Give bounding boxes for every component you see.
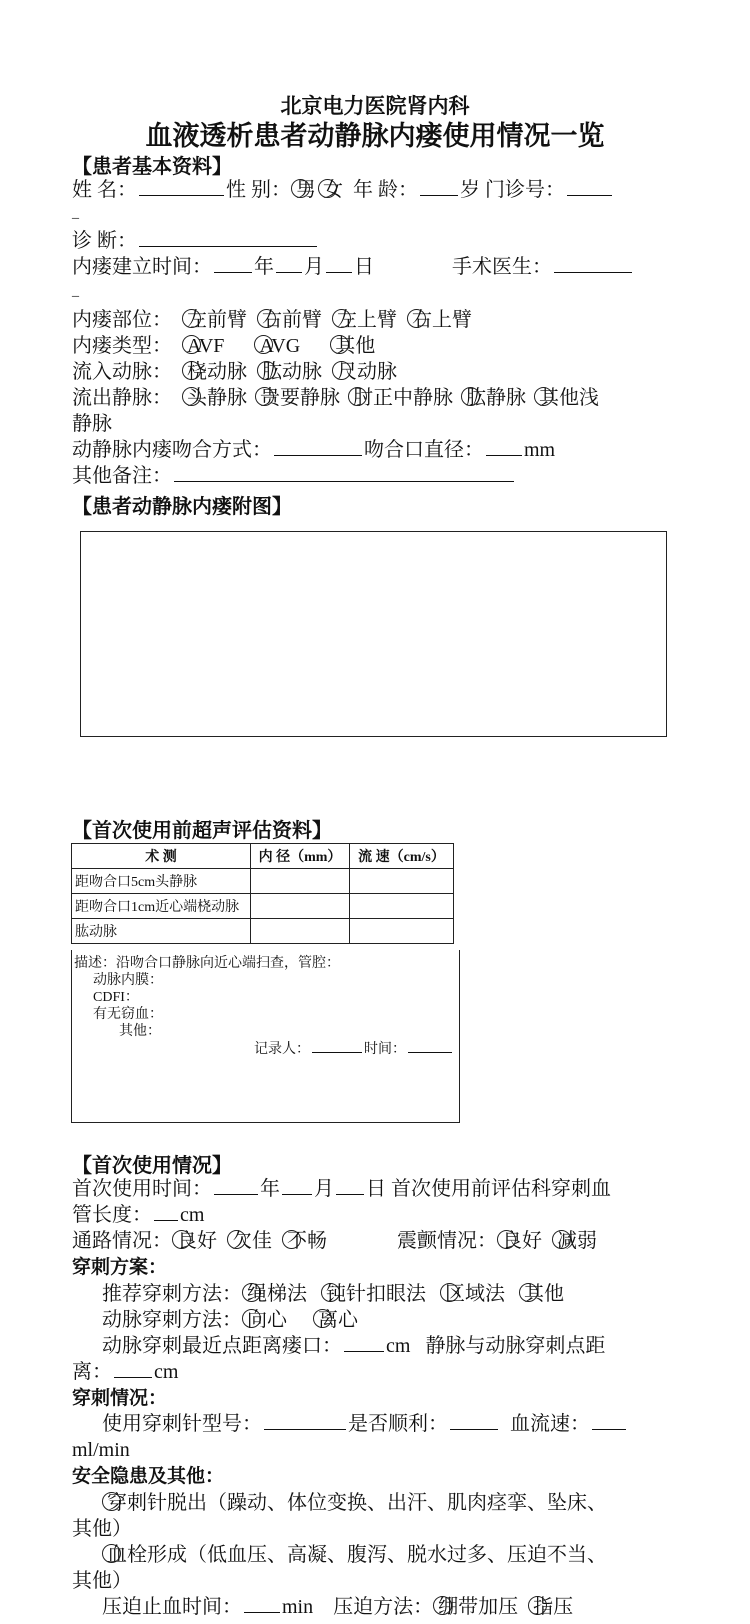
row-diagnosis bbox=[72, 228, 692, 254]
section-ultrasound: 【首次使用前超声评估资料】 bbox=[72, 818, 332, 842]
distance-between-label: 静脉与动脉穿刺点距 bbox=[425, 1335, 606, 1357]
table-row bbox=[72, 894, 454, 919]
artery-method-option[interactable]: 离心 bbox=[313, 1307, 358, 1333]
diameter-cell[interactable] bbox=[251, 894, 350, 919]
compress-option[interactable]: 绷带加压 bbox=[433, 1594, 518, 1620]
wrap-dash: _ bbox=[72, 284, 79, 299]
risk-needle-out[interactable]: 穿刺针脱出（躁动、体位变换、出汗、肌肉痉挛、坠床、 bbox=[72, 1490, 722, 1516]
type-option-other[interactable]: 其他 bbox=[330, 333, 375, 359]
site-option[interactable]: 左上臂 bbox=[332, 307, 397, 333]
row-fistula-date: 内瘘建立时间： 年 月 日 手术医生： bbox=[72, 254, 692, 280]
row-compression bbox=[72, 1594, 722, 1620]
desc-item: 动脉内膜： bbox=[93, 973, 163, 988]
outflow-wrap-text: 静脉 bbox=[72, 413, 112, 435]
thrill-label: 震颤情况： bbox=[397, 1230, 497, 1252]
diameter-cell[interactable] bbox=[251, 919, 350, 944]
distance-label: 动脉穿刺最近点距离瘘口： bbox=[102, 1335, 342, 1357]
row-access-thrill bbox=[72, 1228, 692, 1254]
row-artery-method bbox=[72, 1307, 722, 1333]
header-diameter: 内 径（mm） bbox=[251, 844, 350, 869]
access-label: 通路情况： bbox=[72, 1230, 172, 1252]
compress-time-field[interactable] bbox=[244, 1594, 280, 1613]
method-label: 推荐穿刺方法： bbox=[102, 1283, 242, 1305]
diameter-label: 吻合口直径： bbox=[364, 439, 484, 461]
section-first-use: 【首次使用情况】 bbox=[72, 1153, 232, 1177]
section-figure: 【患者动静脉内瘘附图】 bbox=[72, 494, 292, 518]
desc-item: 其他： bbox=[119, 1024, 161, 1039]
needle-length-label: 管长度： bbox=[72, 1204, 152, 1226]
thrill-option[interactable]: 减弱 bbox=[552, 1228, 597, 1254]
type-option-avg[interactable]: AVG bbox=[254, 333, 300, 359]
desc-item: CDFI： bbox=[93, 990, 139, 1005]
row-distance-wrap: 离： cm bbox=[72, 1361, 179, 1383]
smooth-label: 是否顺利： bbox=[348, 1413, 448, 1435]
outflow-label: 流出静脉： bbox=[72, 387, 172, 409]
risk1-wrap: 其他） bbox=[72, 1518, 132, 1540]
row-anastomosis bbox=[72, 437, 692, 463]
velocity-cell[interactable] bbox=[350, 869, 454, 894]
velocity-cell[interactable] bbox=[350, 919, 454, 944]
row-distance: 动脉穿刺最近点距离瘘口： cm 静脉与动脉穿刺点距 bbox=[102, 1335, 606, 1357]
inflow-option[interactable]: 桡动脉 bbox=[182, 359, 247, 385]
outflow-option[interactable]: 其他浅 bbox=[534, 385, 599, 411]
section-basic-info: 【患者基本资料】 bbox=[72, 154, 232, 178]
row-label: 肱动脉 bbox=[72, 919, 251, 944]
needle-length-text: 首次使用前评估科穿刺血 bbox=[391, 1178, 611, 1200]
between-distance-field[interactable] bbox=[114, 1359, 152, 1378]
smooth-field[interactable] bbox=[450, 1411, 498, 1430]
form-title: 血液透析患者动静脉内瘘使用情况一览 bbox=[145, 121, 605, 152]
outflow-option[interactable]: 贵要静脉 bbox=[255, 385, 340, 411]
needle-model-field[interactable] bbox=[264, 1411, 346, 1430]
ultrasound-description-box[interactable] bbox=[71, 950, 460, 1123]
recorder-line bbox=[254, 1038, 454, 1058]
diameter-unit: mm bbox=[524, 439, 556, 461]
outflow-option[interactable]: 肱静脉 bbox=[461, 385, 526, 411]
row-name-sex-age bbox=[72, 177, 692, 203]
year-field[interactable] bbox=[214, 254, 252, 273]
access-option[interactable]: 欠佳 bbox=[227, 1228, 272, 1254]
recorder-label: 记录人： bbox=[254, 1042, 310, 1057]
age-field[interactable] bbox=[420, 177, 458, 196]
diameter-cell[interactable] bbox=[251, 869, 350, 894]
diagnosis-field[interactable] bbox=[139, 228, 317, 247]
compress-option[interactable]: 指压 bbox=[528, 1594, 573, 1620]
sex-option-female[interactable]: 女 bbox=[318, 177, 343, 203]
hospital-name: 北京电力医院肾内科 bbox=[280, 94, 470, 118]
header-velocity: 流 速（cm/s） bbox=[350, 844, 454, 869]
thrill-option[interactable]: 良好 bbox=[497, 1228, 542, 1254]
age-unit: 岁 bbox=[460, 179, 480, 201]
row-label: 距吻合口5cm头静脉 bbox=[72, 869, 251, 894]
artery-method-option[interactable]: 向心 bbox=[242, 1307, 287, 1333]
method-option[interactable]: 钝针扣眼法 bbox=[321, 1281, 426, 1307]
row-needle-length bbox=[72, 1202, 692, 1228]
row-puncture-method bbox=[72, 1281, 722, 1307]
unit-cm: cm bbox=[180, 1204, 205, 1226]
anastomosis-label: 动静脉内瘘吻合方式： bbox=[72, 439, 272, 461]
flow-field[interactable] bbox=[592, 1411, 626, 1430]
name-field[interactable] bbox=[139, 177, 224, 196]
plan-title: 穿刺方案： bbox=[72, 1256, 168, 1278]
inflow-option[interactable]: 尺动脉 bbox=[332, 359, 397, 385]
artery-method-label: 动脉穿刺方法： bbox=[102, 1309, 242, 1331]
remarks-label: 其他备注： bbox=[72, 465, 172, 487]
access-option[interactable]: 良好 bbox=[172, 1228, 217, 1254]
flow-unit: ml/min bbox=[72, 1439, 130, 1461]
anastomosis-field[interactable] bbox=[274, 437, 362, 456]
type-option-avf[interactable]: AVF bbox=[182, 333, 224, 359]
method-option[interactable]: 绳梯法 bbox=[242, 1281, 307, 1307]
row-fistula-site bbox=[72, 307, 692, 333]
name-label: 姓 名： bbox=[72, 179, 137, 201]
diameter-field[interactable] bbox=[486, 437, 522, 456]
flow-label: 血流速： bbox=[510, 1413, 590, 1435]
recorder-field[interactable] bbox=[312, 1040, 362, 1053]
outflow-option[interactable]: 肘正中静脉 bbox=[348, 385, 453, 411]
table-header-row bbox=[72, 844, 454, 869]
distance-wrap-label: 离： bbox=[72, 1361, 112, 1383]
risk2-wrap: 其他） bbox=[72, 1570, 132, 1592]
method-option[interactable]: 其他 bbox=[519, 1281, 564, 1307]
day-field[interactable] bbox=[326, 254, 352, 273]
month-field[interactable] bbox=[282, 1176, 312, 1195]
day-field[interactable] bbox=[336, 1176, 364, 1195]
time-label: 时间： bbox=[364, 1042, 406, 1057]
month-field[interactable] bbox=[276, 254, 302, 273]
min-unit: min bbox=[282, 1596, 314, 1618]
method-option[interactable]: 区域法 bbox=[440, 1281, 505, 1307]
safety-title: 安全隐患及其他： bbox=[72, 1465, 225, 1487]
risk-thrombosis[interactable]: 血栓形成（低血压、高凝、腹泻、脱水过多、压迫不当、 bbox=[72, 1542, 722, 1568]
clinic-label: 门诊号： bbox=[485, 179, 565, 201]
row-first-use-time: 首次使用时间： 年 月 日 首次使用前评估科穿刺血 bbox=[72, 1178, 611, 1200]
outflow-option[interactable]: 头静脉 bbox=[182, 385, 247, 411]
ultrasound-table bbox=[71, 843, 454, 944]
row-remarks bbox=[72, 463, 692, 489]
row-fistula-type bbox=[72, 333, 692, 359]
status-title: 穿刺情况： bbox=[72, 1387, 168, 1409]
needle-model-label: 使用穿刺针型号： bbox=[102, 1413, 262, 1435]
row-inflow-artery bbox=[72, 359, 692, 385]
compress-time-label: 压迫止血时间： bbox=[102, 1596, 242, 1618]
compress-method-label: 压迫方法： bbox=[333, 1596, 434, 1618]
remarks-field[interactable] bbox=[174, 463, 514, 482]
row-label: 距吻合口1cm近心端桡动脉 bbox=[72, 894, 251, 919]
sex-label: 性 别： bbox=[226, 179, 291, 201]
inflow-label: 流入动脉： bbox=[72, 361, 172, 383]
table-row bbox=[72, 919, 454, 944]
access-option[interactable]: 不畅 bbox=[282, 1228, 327, 1254]
time-field[interactable] bbox=[408, 1040, 452, 1053]
site-option[interactable]: 右上臂 bbox=[407, 307, 472, 333]
table-row bbox=[72, 869, 454, 894]
fistula-date-label: 内瘘建立时间： bbox=[72, 256, 212, 278]
site-option[interactable]: 左前臂 bbox=[182, 307, 247, 333]
first-use-time-label: 首次使用时间： bbox=[72, 1178, 212, 1200]
row-needle-model bbox=[72, 1411, 722, 1437]
header-measure: 术 测 bbox=[72, 844, 251, 869]
clinic-number-field[interactable] bbox=[567, 177, 612, 196]
sex-option-male[interactable]: 男 bbox=[291, 177, 316, 203]
row-outflow-vein bbox=[72, 385, 692, 411]
velocity-cell[interactable] bbox=[350, 894, 454, 919]
type-label: 内瘘类型： bbox=[72, 335, 172, 357]
wrap-dash: _ bbox=[72, 206, 79, 221]
figure-drawing-area[interactable] bbox=[80, 531, 667, 737]
diagnosis-label: 诊 断： bbox=[72, 230, 137, 252]
desc-item: 有无窃血： bbox=[93, 1007, 163, 1022]
surgeon-label: 手术医生： bbox=[452, 256, 552, 278]
site-option[interactable]: 右前臂 bbox=[257, 307, 322, 333]
age-label: 年 龄： bbox=[353, 179, 418, 201]
surgeon-field[interactable] bbox=[554, 254, 632, 273]
site-label: 内瘘部位： bbox=[72, 309, 172, 331]
distance-field[interactable] bbox=[344, 1333, 384, 1352]
year-field[interactable] bbox=[214, 1176, 258, 1195]
desc-title: 描述：沿吻合口静脉向近心端扫查，管腔： bbox=[74, 956, 340, 971]
needle-length-field[interactable] bbox=[154, 1202, 178, 1221]
inflow-option[interactable]: 肱动脉 bbox=[257, 359, 322, 385]
